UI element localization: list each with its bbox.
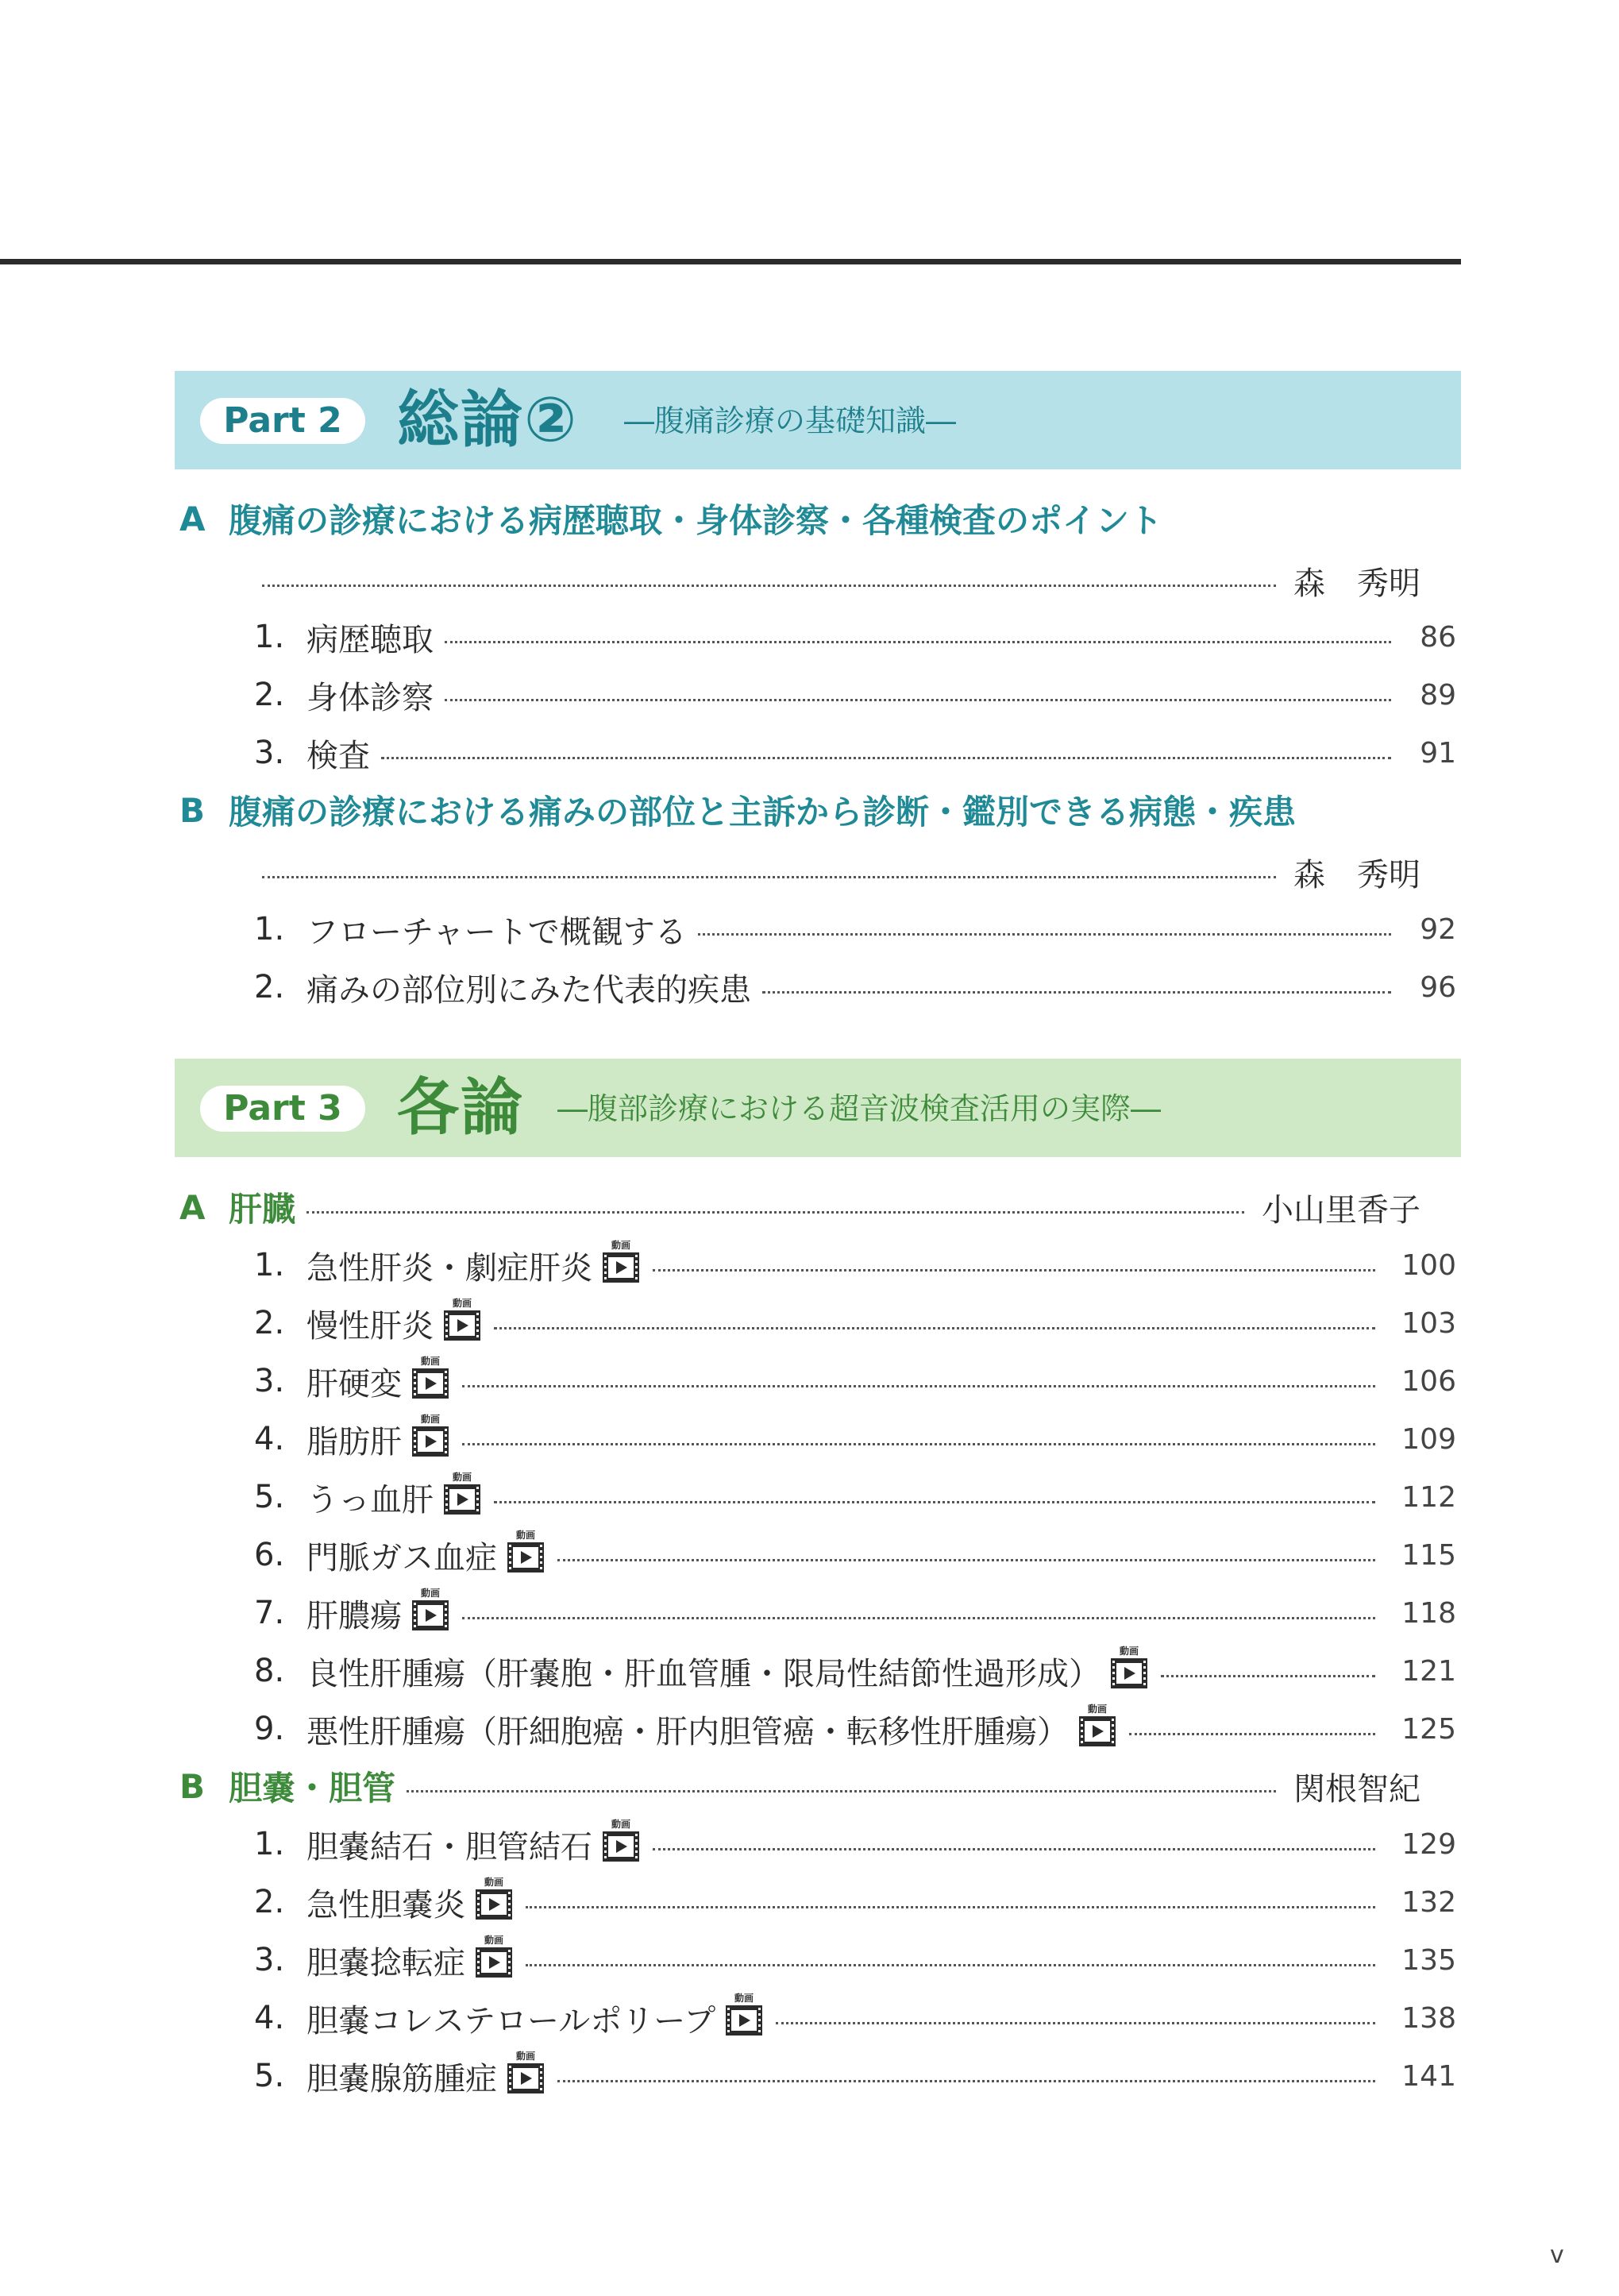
part3-title: 各論 [397,1072,525,1144]
section-title: 腹痛の診療における痛みの部位と主訴から診断・鑑別できる病態・疾患 [229,793,1297,832]
entry-title: 急性胆嚢炎 [306,1886,465,1924]
entry-page: 129 [1401,1827,1456,1861]
video-icon [600,1818,642,1864]
section-letter: A [179,1187,206,1227]
svg-text:動画: 動画 [452,1472,472,1483]
video-icon [723,1992,765,2038]
entry-title: 急性肝炎・劇症肝炎 [306,1249,592,1287]
entry-page: 132 [1401,1885,1456,1919]
section-author: 森 秀明 [1293,856,1420,893]
section-letter: B [179,1766,206,1806]
toc-entry[interactable] [254,1531,1456,1579]
dot-leader [381,757,1391,759]
entry-title: 胆嚢捻転症 [306,1944,465,1982]
entry-number: 5. [254,1479,285,1515]
dot-leader [306,1211,1244,1214]
video-icon [505,1529,546,1575]
toc-entry[interactable] [254,1820,1456,1868]
part2-title: 総論② [397,384,579,456]
toc-entry[interactable] [254,1994,1456,2042]
toc-entry[interactable] [254,613,1456,661]
video-icon [600,1239,642,1285]
entry-number: 2. [254,677,285,713]
dot-leader [698,933,1391,936]
toc-entry[interactable] [254,671,1456,719]
entry-page: 109 [1401,1422,1456,1456]
section-author: 森 秀明 [1293,565,1420,602]
entry-title: フローチャートで概観する [306,913,687,951]
svg-text:動画: 動画 [611,1819,631,1830]
entry-number: 2. [254,1305,285,1341]
section-title: 胆嚢・胆管 [229,1769,396,1808]
entry-number: 4. [254,1421,285,1457]
dot-leader [462,1385,1375,1387]
entry-title: 痛みの部位別にみた代表的疾患 [306,971,751,1009]
svg-text:動画: 動画 [420,1414,441,1425]
entry-title: 門脈ガス血症 [306,1539,497,1576]
toc-entry[interactable] [254,1299,1456,1347]
toc-entry[interactable] [254,963,1456,1011]
section-title: 腹痛の診療における病歴聴取・身体診察・各種検査のポイント [229,501,1163,540]
toc-entry[interactable] [254,1241,1456,1289]
entry-number: 1. [254,619,285,655]
video-icon [505,2050,546,2096]
entry-page: 106 [1401,1364,1456,1398]
svg-text:動画: 動画 [1087,1704,1108,1715]
toc-section-heading[interactable] [179,786,1420,834]
entry-number: 1. [254,1247,285,1283]
entry-title: 良性肝腫瘍（肝嚢胞・肝血管腫・限局性結節性過形成） [306,1655,1101,1692]
entry-number: 4. [254,2000,285,2036]
entry-page: 125 [1401,1712,1456,1746]
entry-page: 141 [1401,2059,1456,2093]
part3-badge: Part 3 [200,1086,365,1132]
entry-number: 8. [254,1653,285,1689]
toc-entry[interactable] [254,1589,1456,1637]
svg-text:動画: 動画 [420,1588,441,1599]
toc-entry[interactable] [254,905,1456,953]
top-rule [0,259,1461,264]
toc-entry[interactable] [254,1647,1456,1695]
video-icon [410,1587,451,1633]
part3-banner [175,1059,1461,1157]
video-icon [1077,1703,1118,1749]
entry-page: 135 [1401,1943,1456,1977]
dot-leader [262,876,1276,878]
dot-leader [262,585,1276,587]
toc-entry[interactable] [254,1705,1456,1753]
toc-entry[interactable] [254,1878,1456,1926]
entry-number: 1. [254,911,285,947]
entry-page: 103 [1401,1306,1456,1340]
svg-text:動画: 動画 [484,1877,504,1888]
svg-text:動画: 動画 [420,1356,441,1367]
dot-leader [445,641,1391,643]
dot-leader [557,1559,1375,1561]
entry-number: 9. [254,1711,285,1747]
entry-title: 慢性肝炎 [306,1307,434,1345]
toc-entry[interactable] [254,729,1456,777]
video-icon [441,1471,483,1517]
svg-text:動画: 動画 [611,1240,631,1251]
entry-page: 92 [1420,913,1456,946]
entry-number: 1. [254,1826,285,1862]
svg-text:動画: 動画 [1119,1646,1139,1657]
entry-number: 6. [254,1537,285,1573]
video-icon [410,1355,451,1401]
entry-title: 胆嚢結石・胆管結石 [306,1828,592,1866]
section-title: 肝臓 [229,1190,296,1229]
video-icon [441,1297,483,1343]
section-author: 関根智紀 [1293,1770,1420,1808]
svg-text:動画: 動画 [734,1993,754,2004]
dot-leader [445,699,1391,701]
entry-title: 胆嚢コレステロールポリープ [306,2002,716,2039]
video-icon [473,1934,515,1980]
entry-page: 96 [1420,970,1456,1004]
entry-title: 胆嚢腺筋腫症 [306,2060,497,2097]
entry-number: 7. [254,1595,285,1631]
entry-page: 118 [1401,1596,1456,1630]
entry-page: 121 [1401,1654,1456,1688]
entry-title: 肝膿瘍 [306,1597,402,1634]
toc-section-heading[interactable] [179,1762,1420,1810]
video-icon [1108,1645,1150,1691]
dot-leader [653,1848,1375,1850]
section-author: 小山里香子 [1262,1191,1420,1229]
dot-leader [526,1964,1375,1966]
entry-page: 89 [1420,678,1456,712]
entry-title: うっ血肝 [306,1481,434,1518]
toc-author-line [262,557,1420,604]
video-icon [410,1413,451,1459]
svg-text:動画: 動画 [515,2051,536,2062]
entry-title: 身体診察 [306,679,434,716]
entry-page: 138 [1401,2001,1456,2035]
svg-text:動画: 動画 [515,1530,536,1541]
dot-leader [1161,1675,1375,1677]
entry-title: 病歴聴取 [306,621,434,658]
video-icon [473,1876,515,1922]
section-letter: B [179,790,206,830]
toc-entry[interactable] [254,2052,1456,2100]
part2-subtitle: ―腹痛診療の基礎知識― [624,403,957,438]
entry-number: 3. [254,1363,285,1399]
entry-number: 3. [254,735,285,771]
part2-badge: Part 2 [200,398,365,444]
toc-section-heading[interactable] [179,1183,1420,1231]
page-number: v [1550,2241,1564,2269]
toc-entry[interactable] [254,1473,1456,1521]
dot-leader [1129,1733,1375,1735]
dot-leader [494,1501,1375,1503]
dot-leader [776,2022,1375,2024]
part2-banner [175,371,1461,469]
entry-number: 2. [254,1884,285,1920]
dot-leader [653,1269,1375,1271]
toc-section-heading[interactable] [179,495,1420,542]
toc-entry[interactable] [254,1936,1456,1984]
toc-entry[interactable] [254,1357,1456,1405]
entry-number: 2. [254,969,285,1005]
entry-title: 脂肪肝 [306,1423,402,1461]
svg-text:動画: 動画 [484,1935,504,1946]
entry-page: 86 [1420,620,1456,654]
toc-entry[interactable] [254,1415,1456,1463]
section-letter: A [179,499,206,538]
entry-page: 100 [1401,1248,1456,1282]
dot-leader [462,1443,1375,1445]
entry-page: 91 [1420,736,1456,770]
dot-leader [526,1906,1375,1908]
entry-page: 112 [1401,1480,1456,1514]
dot-leader [407,1790,1276,1792]
dot-leader [557,2080,1375,2082]
dot-leader [494,1327,1375,1329]
toc-author-line [262,848,1420,896]
entry-number: 3. [254,1942,285,1978]
entry-title: 検査 [306,737,370,774]
entry-page: 115 [1401,1538,1456,1572]
entry-number: 5. [254,2058,285,2094]
part3-subtitle: ―腹部診療における超音波検査活用の実際― [557,1091,1162,1126]
dot-leader [762,991,1391,994]
entry-title: 悪性肝腫瘍（肝細胞癌・肝内胆管癌・転移性肝腫瘍） [306,1713,1069,1750]
entry-title: 肝硬変 [306,1365,402,1403]
svg-text:動画: 動画 [452,1298,472,1309]
dot-leader [462,1617,1375,1619]
